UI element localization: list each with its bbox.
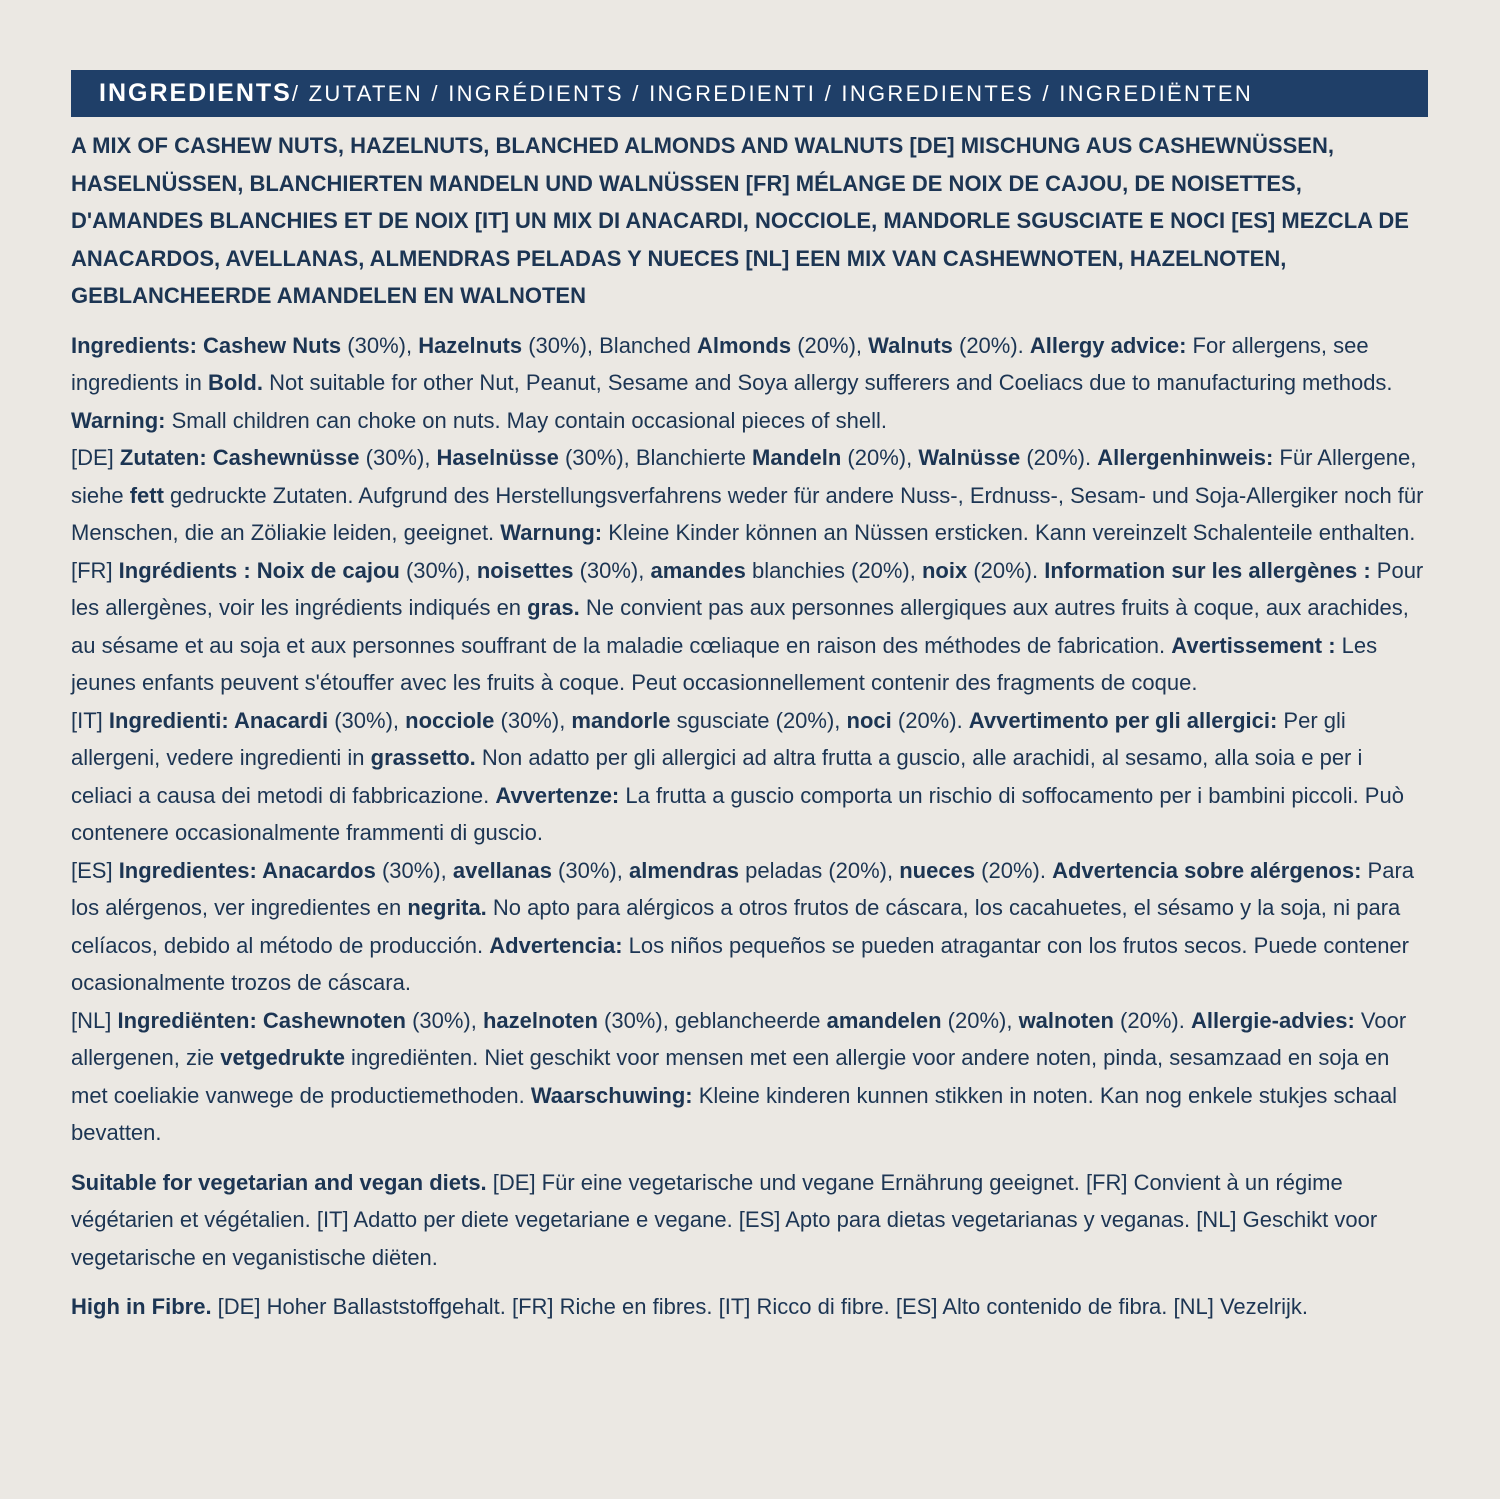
nl-allergen: hazelnoten xyxy=(482,1007,598,1033)
de-allergen: Haselnüsse xyxy=(436,445,559,470)
es-text: peladas (20%), xyxy=(739,857,900,883)
vegan-translations: [DE] Für eine vegetarische und vegane Ernährung geeignet. [FR] Convient à un régime végétarien et végétalien. [IT] Adatto per diete vegetariane e vegane. [ES] Apto para dietas vegetarianas y veganas. [NL] Geschikt voor vegetarische en veganistische diëten. xyxy=(71,1169,1378,1270)
fr-allergen: noix xyxy=(921,557,968,583)
es-bold-word: negrita. xyxy=(407,895,487,920)
es-text: Los niños pequeños se pueden atragantar con los frutos secos. Puede contener ocasionalmente trozos de cáscara. xyxy=(71,932,1409,995)
en-text: Small children can choke on nuts. May contain occasional pieces of shell. xyxy=(165,407,887,433)
es-allergen: nueces xyxy=(899,857,976,883)
de-text: (20%), xyxy=(841,445,919,470)
es-allergy-label: Advertencia sobre alérgenos: xyxy=(1052,857,1362,883)
ingredients-es xyxy=(71,852,1429,1002)
nl-warning-label: Waarschuwing: xyxy=(530,1082,693,1108)
en-allergen: Walnuts xyxy=(868,332,953,358)
de-ingredients-label: Zutaten: Cashewnüsse xyxy=(119,445,360,470)
es-text: Para los alérgenos, ver ingredientes en xyxy=(71,857,1415,920)
en-warning-label: Warning: xyxy=(71,407,166,433)
it-text: sgusciate (20%), xyxy=(670,707,847,733)
en-text: For allergens, see ingredients in xyxy=(71,332,1369,395)
es-ingredients-label: Ingredientes: Anacardos xyxy=(118,857,376,883)
ingredients-nl xyxy=(71,1002,1429,1152)
nl-allergen: walnoten xyxy=(1018,1007,1114,1033)
de-allergen: Walnüsse xyxy=(918,445,1021,470)
it-allergy-label: Avvertimento per gli allergici: xyxy=(968,707,1278,733)
vegan-label: Suitable for vegetarian and vegan diets. xyxy=(71,1169,487,1195)
en-ingredients-label: Ingredients: Cashew Nuts xyxy=(71,332,342,358)
it-allergen: noci xyxy=(846,707,892,733)
diet-suitability xyxy=(71,1164,1429,1277)
nl-allergen: amandelen xyxy=(826,1007,942,1033)
nl-lang-tag: [NL] xyxy=(71,1007,118,1033)
nl-bold-word: vetgedrukte xyxy=(220,1045,345,1070)
it-bold-word: grassetto. xyxy=(370,745,476,770)
de-bold-word: fett xyxy=(129,482,164,508)
nl-text: ingrediënten. Niet geschikt voor mensen met een allergie voor andere noten, pinda, sesamzaad en soja en met coeliakie vanwege de productiemethoden. xyxy=(71,1045,1390,1108)
fr-text: Ne convient pas aux personnes allergiques aux autres fruits à coque, aux arachides, au sésame et au soja et aux personnes souffrant de la maladie cœliaque en raison des méthodes de fabrication. xyxy=(71,595,1409,658)
en-bold-word: Bold. xyxy=(207,370,263,395)
fr-allergen: amandes xyxy=(650,557,746,583)
nl-text: Kleine kinderen kunnen stikken in noten. Kan nog enkele stukjes schaal bevatten. xyxy=(71,1082,1398,1145)
fibre-label: High in Fibre. xyxy=(71,1294,212,1319)
es-warning-label: Advertencia: xyxy=(489,932,623,958)
es-text: (30%), xyxy=(375,857,453,883)
it-text: Non adatto per gli allergici ad altra frutta a guscio, alle arachidi, al sesamo, alla soia e per i celiaci a causa dei metodi di fabbricazione. xyxy=(71,745,1363,808)
it-warning-label: Avvertenze: xyxy=(495,782,620,808)
es-allergen: avellanas xyxy=(452,857,552,883)
es-text: No apto para alérgicos a otros frutos de cáscara, los cacahuetes, el sésamo y la soja, ni para celíacos, debido al método de producción. xyxy=(71,895,1401,958)
es-allergen: almendras xyxy=(628,857,740,883)
de-text: Kleine Kinder können an Nüssen ersticken. Kann vereinzelt Schalenteile enthalten. xyxy=(602,520,1416,545)
fr-text: Pour les allergènes, voir les ingrédients indiqués en xyxy=(71,557,1424,620)
en-text: (30%), Blanched xyxy=(522,332,697,358)
fibre-claim xyxy=(71,1288,1429,1326)
en-text: (20%), xyxy=(791,332,869,358)
fr-allergen: noisettes xyxy=(476,557,574,583)
fr-text: Les jeunes enfants peuvent s'étouffer avec les fruits à coque. Peut occasionnellement contenir des fragments de coque. xyxy=(71,632,1378,695)
header-translations: / ZUTATEN / INGRÉDIENTS / INGREDIENTI / INGREDIENTES / INGREDIËNTEN xyxy=(291,80,1254,106)
it-allergen: mandorle xyxy=(571,707,671,733)
de-warning-label: Warnung: xyxy=(500,520,603,545)
it-lang-tag: [IT] xyxy=(71,707,109,733)
fr-lang-tag: [FR] xyxy=(71,557,119,583)
product-description: A MIX OF CASHEW NUTS, HAZELNUTS, BLANCHED ALMONDS AND WALNUTS [DE] MISCHUNG AUS CASHEWNÜSSEN, HASELNÜSSEN, BLANCHIERTEN MANDELN UND WALNÜSSEN [FR] MÉLANGE DE NOIX DE CAJOU, DE NOISETTES, D'AMANDES BLANCHIES ET DE NOIX [IT] UN MIX DI ANACARDI, NOCCIOLE, MANDORLE SGUSCIATE E NOCI [ES] MEZCLA DE ANACARDOS, AVELLANAS, ALMENDRAS PELADAS Y NUECES [NL] EEN MIX VAN CASHEWNOTEN, HAZELNOTEN, GEBLANCHEERDE AMANDELEN EN WALNOTEN xyxy=(71,133,1409,308)
it-text: (20%). xyxy=(891,707,969,733)
es-text: (30%), xyxy=(551,857,629,883)
ingredients-header xyxy=(71,70,1428,117)
fr-warning-label: Avertissement : xyxy=(1171,632,1336,658)
it-allergen: nocciole xyxy=(405,707,495,733)
nl-ingredients-label: Ingrediënten: Cashewnoten xyxy=(117,1007,406,1033)
ingredients-fr xyxy=(71,552,1429,702)
ingredients-content xyxy=(71,127,1429,1326)
de-text: (30%), Blanchierte xyxy=(558,445,753,470)
de-text: Für Allergene, siehe xyxy=(71,445,1417,508)
en-allergen: Almonds xyxy=(696,332,792,358)
en-text: (20%). xyxy=(952,332,1030,358)
fr-text: (30%), xyxy=(399,557,477,583)
fr-text: (30%), xyxy=(573,557,651,583)
fr-text: (20%). xyxy=(967,557,1045,583)
fr-ingredients-label: Ingrédients : Noix de cajou xyxy=(118,557,400,583)
header-main-title: INGREDIENTS xyxy=(99,79,292,107)
it-text: (30%), xyxy=(494,707,572,733)
de-text: (20%). xyxy=(1020,445,1098,470)
en-allergy-label: Allergy advice: xyxy=(1029,332,1187,358)
en-allergen: Hazelnuts xyxy=(418,332,523,358)
it-ingredients-label: Ingredienti: Anacardi xyxy=(108,707,329,733)
de-lang-tag: [DE] xyxy=(71,445,120,470)
nl-text: (20%). xyxy=(1113,1007,1191,1033)
fr-text: blanchies (20%), xyxy=(745,557,922,583)
es-lang-tag: [ES] xyxy=(71,857,119,883)
de-text: gedruckte Zutaten. Aufgrund des Herstellungsverfahrens weder für andere Nuss-, Erdnuss-, Sesam- und Soja-Allergiker noch für Menschen, die an Zöliakie leiden, geeignet. xyxy=(71,482,1424,545)
de-allergen: Mandeln xyxy=(752,445,842,470)
nl-text: Voor allergenen, zie xyxy=(71,1007,1407,1070)
it-text: La frutta a guscio comporta un rischio di soffocamento per i bambini piccoli. Può contenere occasionalmente frammenti di guscio. xyxy=(71,782,1404,845)
ingredients-en xyxy=(71,327,1429,440)
en-text: (30%), xyxy=(341,332,419,358)
nl-allergy-label: Allergie-advies: xyxy=(1190,1007,1355,1033)
de-text: (30%), xyxy=(359,445,437,470)
fr-allergy-label: Information sur les allergènes : xyxy=(1044,557,1371,583)
it-text: (30%), xyxy=(328,707,406,733)
ingredients-it xyxy=(71,702,1429,852)
fibre-translations: [DE] Hoher Ballaststoffgehalt. [FR] Riche en fibres. [IT] Ricco di fibre. [ES] Alto contenido de fibra. [NL] Vezelrijk. xyxy=(211,1294,1308,1319)
de-allergy-label: Allergenhinweis: xyxy=(1097,445,1274,470)
it-text: Per gli allergeni, vedere ingredienti in xyxy=(71,707,1346,770)
en-text: Not suitable for other Nut, Peanut, Sesame and Soya allergy sufferers and Coeliacs due to manufacturing methods. xyxy=(262,370,1393,395)
fr-bold-word: gras. xyxy=(527,595,580,620)
nl-text: (30%), geblancheerde xyxy=(597,1007,827,1033)
es-text: (20%). xyxy=(975,857,1053,883)
nl-text: (30%), xyxy=(405,1007,483,1033)
ingredients-de xyxy=(71,439,1429,552)
nl-text: (20%), xyxy=(941,1007,1019,1033)
